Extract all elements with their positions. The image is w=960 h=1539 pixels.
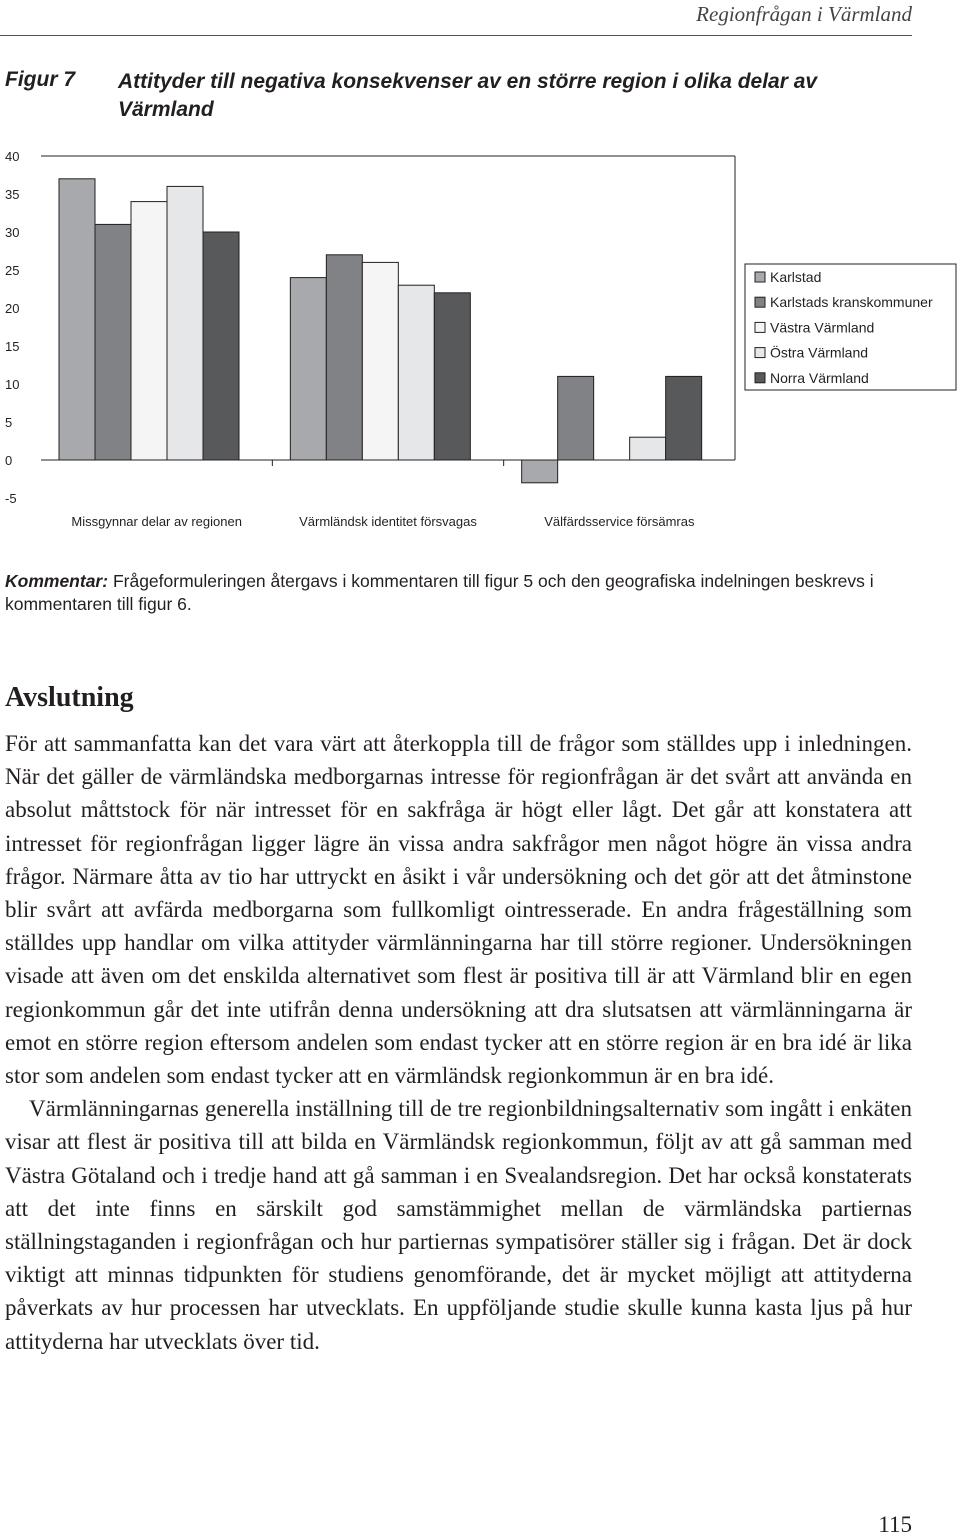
comment-text: Frågeformuleringen återgavs i kommentaren till figur 5 och den geografiska indelningen beskrevs i kommentaren till figur 6. [5, 571, 874, 614]
y-tick-label: 5 [5, 415, 13, 430]
header-rule [0, 35, 912, 36]
legend-label: Karlstads kranskommuner [770, 294, 933, 311]
x-category-label: Värmländsk identitet försvagas [299, 514, 477, 529]
bar [434, 293, 470, 460]
legend-swatch [755, 322, 765, 332]
bar [203, 232, 239, 460]
bar [398, 285, 434, 460]
figure-title: Attityder till negativa konsekvenser av en större region i olika delar av Värmland [118, 70, 818, 121]
bar [326, 255, 362, 460]
legend-swatch [755, 373, 765, 383]
comment-label: Kommentar: [5, 571, 109, 591]
y-tick-label: 0 [5, 453, 13, 468]
bar [362, 262, 398, 460]
y-tick-label: -5 [5, 491, 17, 506]
legend-swatch [755, 348, 765, 358]
bar [95, 224, 131, 460]
legend-swatch [755, 272, 765, 282]
bar [522, 460, 558, 483]
bar [630, 437, 666, 460]
figure-label: Figur 7 [5, 68, 76, 91]
chart-legend [745, 264, 956, 390]
y-tick-label: 35 [5, 187, 20, 202]
paragraph: Värmlänningarnas generella inställning till de tre regionbildningsalternativ som ingått i enkäten visar att flest är positiva till att bilda en Värmländsk regionkommun, följt av att gå samman med Västra Götaland och i tredje hand att gå samman i en Svealandsregion. Det har också konstaterats att det inte finns en särskilt god samstämmighet mellan de värmländska partiernas ställningstaganden i regionfrågan och hur partiernas sympatisörer ställer sig i frågan. Det är dock viktigt att minnas tidpunkten för studiens genomförande, det är mycket möjligt att attityderna påverkats av hur processen har utvecklats. En uppföljande studie skulle kunna kasta ljus på hur attityderna har utvecklats över tid. [5, 1096, 912, 1354]
figure-comment [5, 570, 910, 616]
bar [290, 278, 326, 460]
legend-label: Karlstad [770, 269, 822, 285]
x-category-label: Missgynnar delar av regionen [71, 514, 242, 529]
bar [59, 179, 95, 460]
legend-label: Norra Värmland [770, 369, 869, 386]
x-category-label: Välfärdsservice försämras [544, 514, 695, 529]
body-text [5, 727, 912, 1358]
y-tick-label: 40 [5, 149, 20, 164]
y-tick-label: 20 [5, 301, 20, 316]
running-head: Regionfrågan i Värmland [696, 2, 912, 26]
legend-swatch [755, 297, 765, 307]
y-tick-label: 15 [5, 339, 20, 354]
y-tick-label: 25 [5, 263, 20, 278]
bar [666, 376, 702, 460]
bar [131, 202, 167, 460]
bar [167, 186, 203, 460]
legend-label: Östra Värmland [770, 344, 869, 361]
y-tick-label: 10 [5, 377, 20, 392]
section-heading: Avslutning [5, 682, 134, 713]
legend-label: Västra Värmland [770, 319, 875, 336]
bar-chart [0, 140, 960, 540]
page-number: 115 [878, 1512, 912, 1537]
bar [558, 376, 594, 460]
paragraph: För att sammanfatta kan det vara värt att återkoppla till de frågor som ställdes upp i inledningen. När det gäller de värmländska medborgarnas intresse för regionfrågan är det svårt att använda en absolut måttstock för när intresset för en sakfråga är högt eller lågt. Det går att konstatera att intresset för regionfrågan ligger lägre än vissa andra sakfrågor men något högre än vissa andra frågor. Närmare åtta av tio har uttryckt en åsikt i vår undersökning och det gör att det åtminstone blir svårt att avfärda medborgarna som fullkomligt ointresserade. En andra frågeställning som ställdes upp handlar om vilka attityder värmlänningarna har till större regioner. Undersökningen visade att även om det enskilda alternativet som flest är positiva till är att Värmland blir en egen regionkommun går det inte utifrån denna undersökning att dra slutsatsen att värmlänningarna är emot en större region eftersom andelen som endast tycker att en större region är en bra idé är lika stor som andelen som endast tycker att en värmländsk regionkommun är en bra idé. [5, 731, 912, 1089]
y-tick-label: 30 [5, 225, 20, 240]
